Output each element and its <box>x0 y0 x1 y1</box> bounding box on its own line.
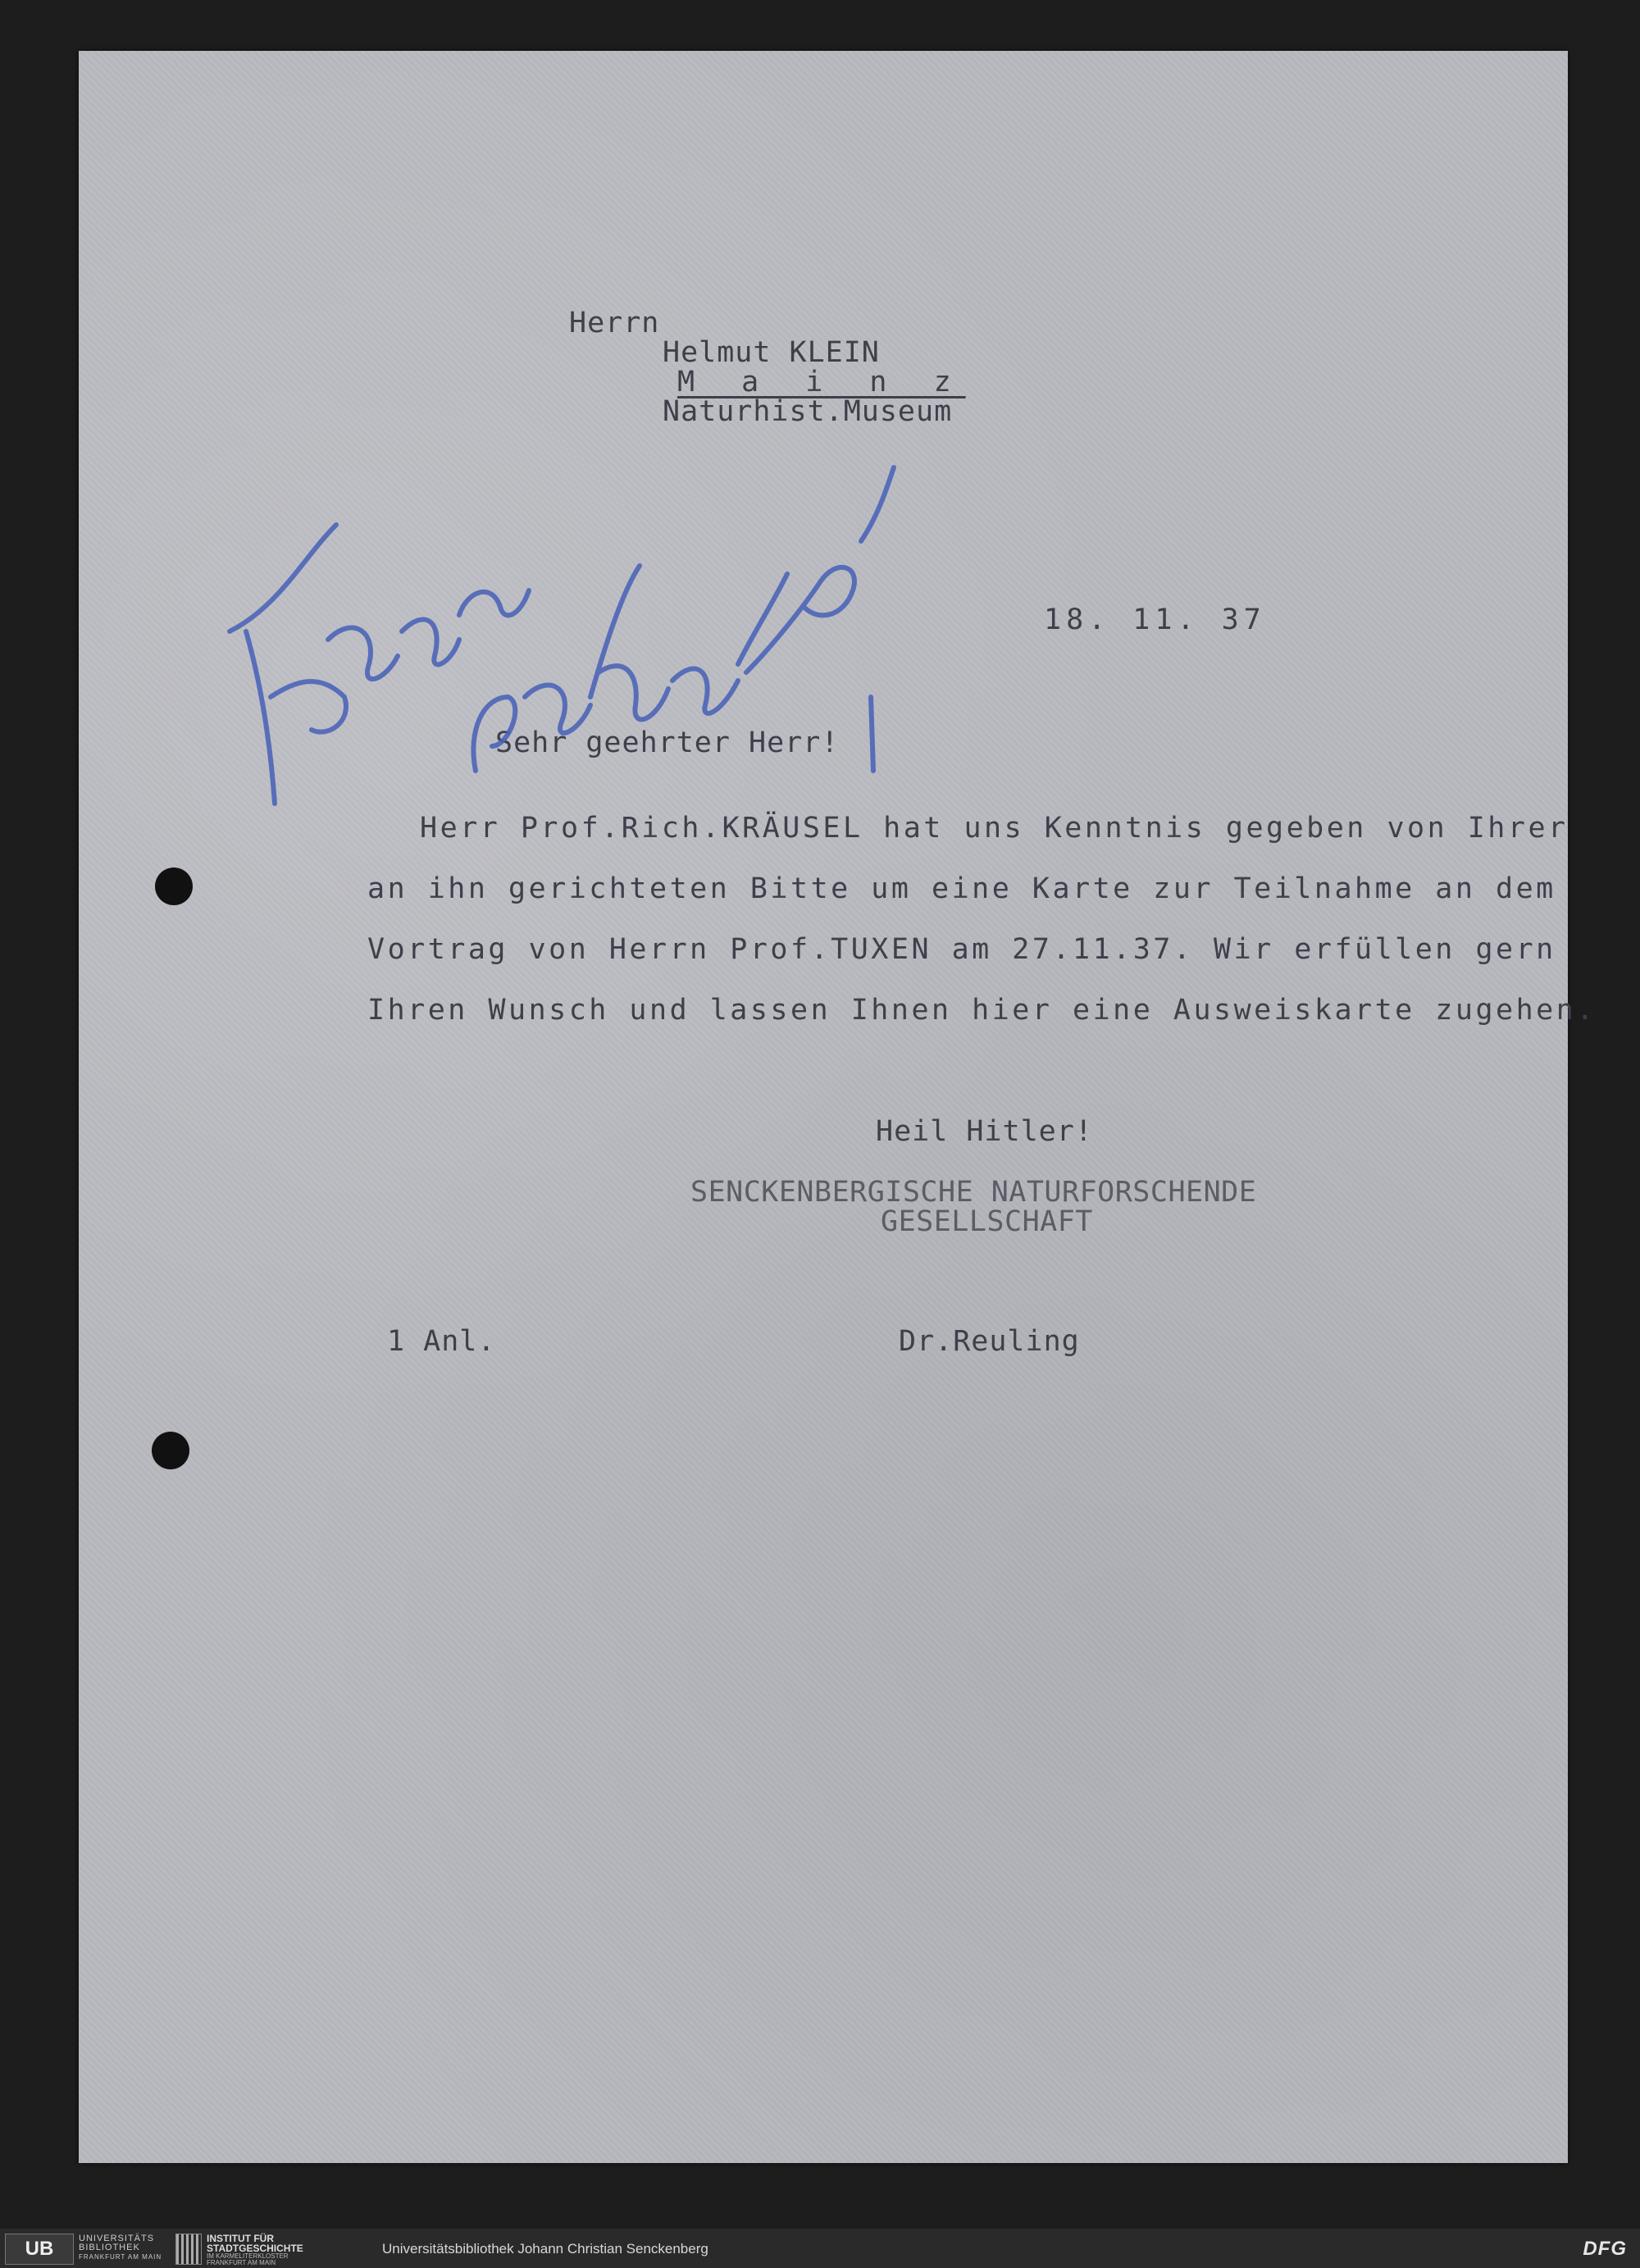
library-name: Universitätsbibliothek Johann Christian Senckenberg <box>382 2241 708 2257</box>
stamp-line-2: GESELLSCHAFT <box>881 1205 1093 1238</box>
enclosure-note: 1 Anl. <box>387 1325 496 1358</box>
isg-logo-icon <box>175 2234 202 2265</box>
signatory-name: Dr.Reuling <box>899 1325 1080 1358</box>
stamp-line-1: SENCKENBERGISCHE NATURFORSCHENDE <box>690 1176 1257 1209</box>
isg-sub-line-2: FRANKFURT AM MAIN <box>207 2259 276 2266</box>
isg-text-line-2: STADTGESCHICHTE <box>207 2243 303 2254</box>
body-line-1: Herr Prof.Rich.KRÄUSEL hat uns Kenntnis gegeben von Ihrer <box>420 812 1569 845</box>
footer-bar <box>0 2229 1640 2268</box>
ub-text-line-2: BIBLIOTHEK <box>79 2243 140 2252</box>
address-institution: Naturhist.Museum <box>663 395 953 428</box>
address-name: Helmut KLEIN <box>663 336 880 369</box>
address-city: M a i n z <box>677 366 966 398</box>
punch-hole-top <box>155 868 193 905</box>
closing-greeting: Heil Hitler! <box>876 1115 1093 1148</box>
letter-greeting: Sehr geehrter Herr! <box>495 726 840 759</box>
ub-logo: UB <box>5 2234 74 2265</box>
body-line-4: Ihren Wunsch und lassen Ihnen hier eine Ausweiskarte zugehen. <box>367 994 1597 1027</box>
ub-text-line-3: FRANKFURT AM MAIN <box>79 2253 162 2261</box>
body-line-3: Vortrag von Herrn Prof.TUXEN am 27.11.37. Wir erfüllen gern <box>367 933 1556 966</box>
ub-logo-text <box>79 2234 162 2261</box>
body-line-2: an ihn gerichteten Bitte um eine Karte zur Teilnahme an dem <box>367 872 1556 905</box>
isg-logo-text <box>207 2234 303 2253</box>
isg-text-line-1: INSTITUT FÜR <box>207 2233 274 2244</box>
handwritten-annotation <box>213 426 918 820</box>
isg-logo-subtext <box>207 2253 289 2266</box>
address-salutation: Herrn <box>569 307 660 339</box>
ub-text-line-1: UNIVERSITÄTS <box>79 2234 155 2243</box>
isg-sub-line-1: IM KARMELITERKLOSTER <box>207 2252 289 2260</box>
letter-date: 18. 11. 37 <box>1044 603 1266 636</box>
punch-hole-bottom <box>152 1432 189 1469</box>
dfg-logo: DFG <box>1583 2238 1627 2260</box>
